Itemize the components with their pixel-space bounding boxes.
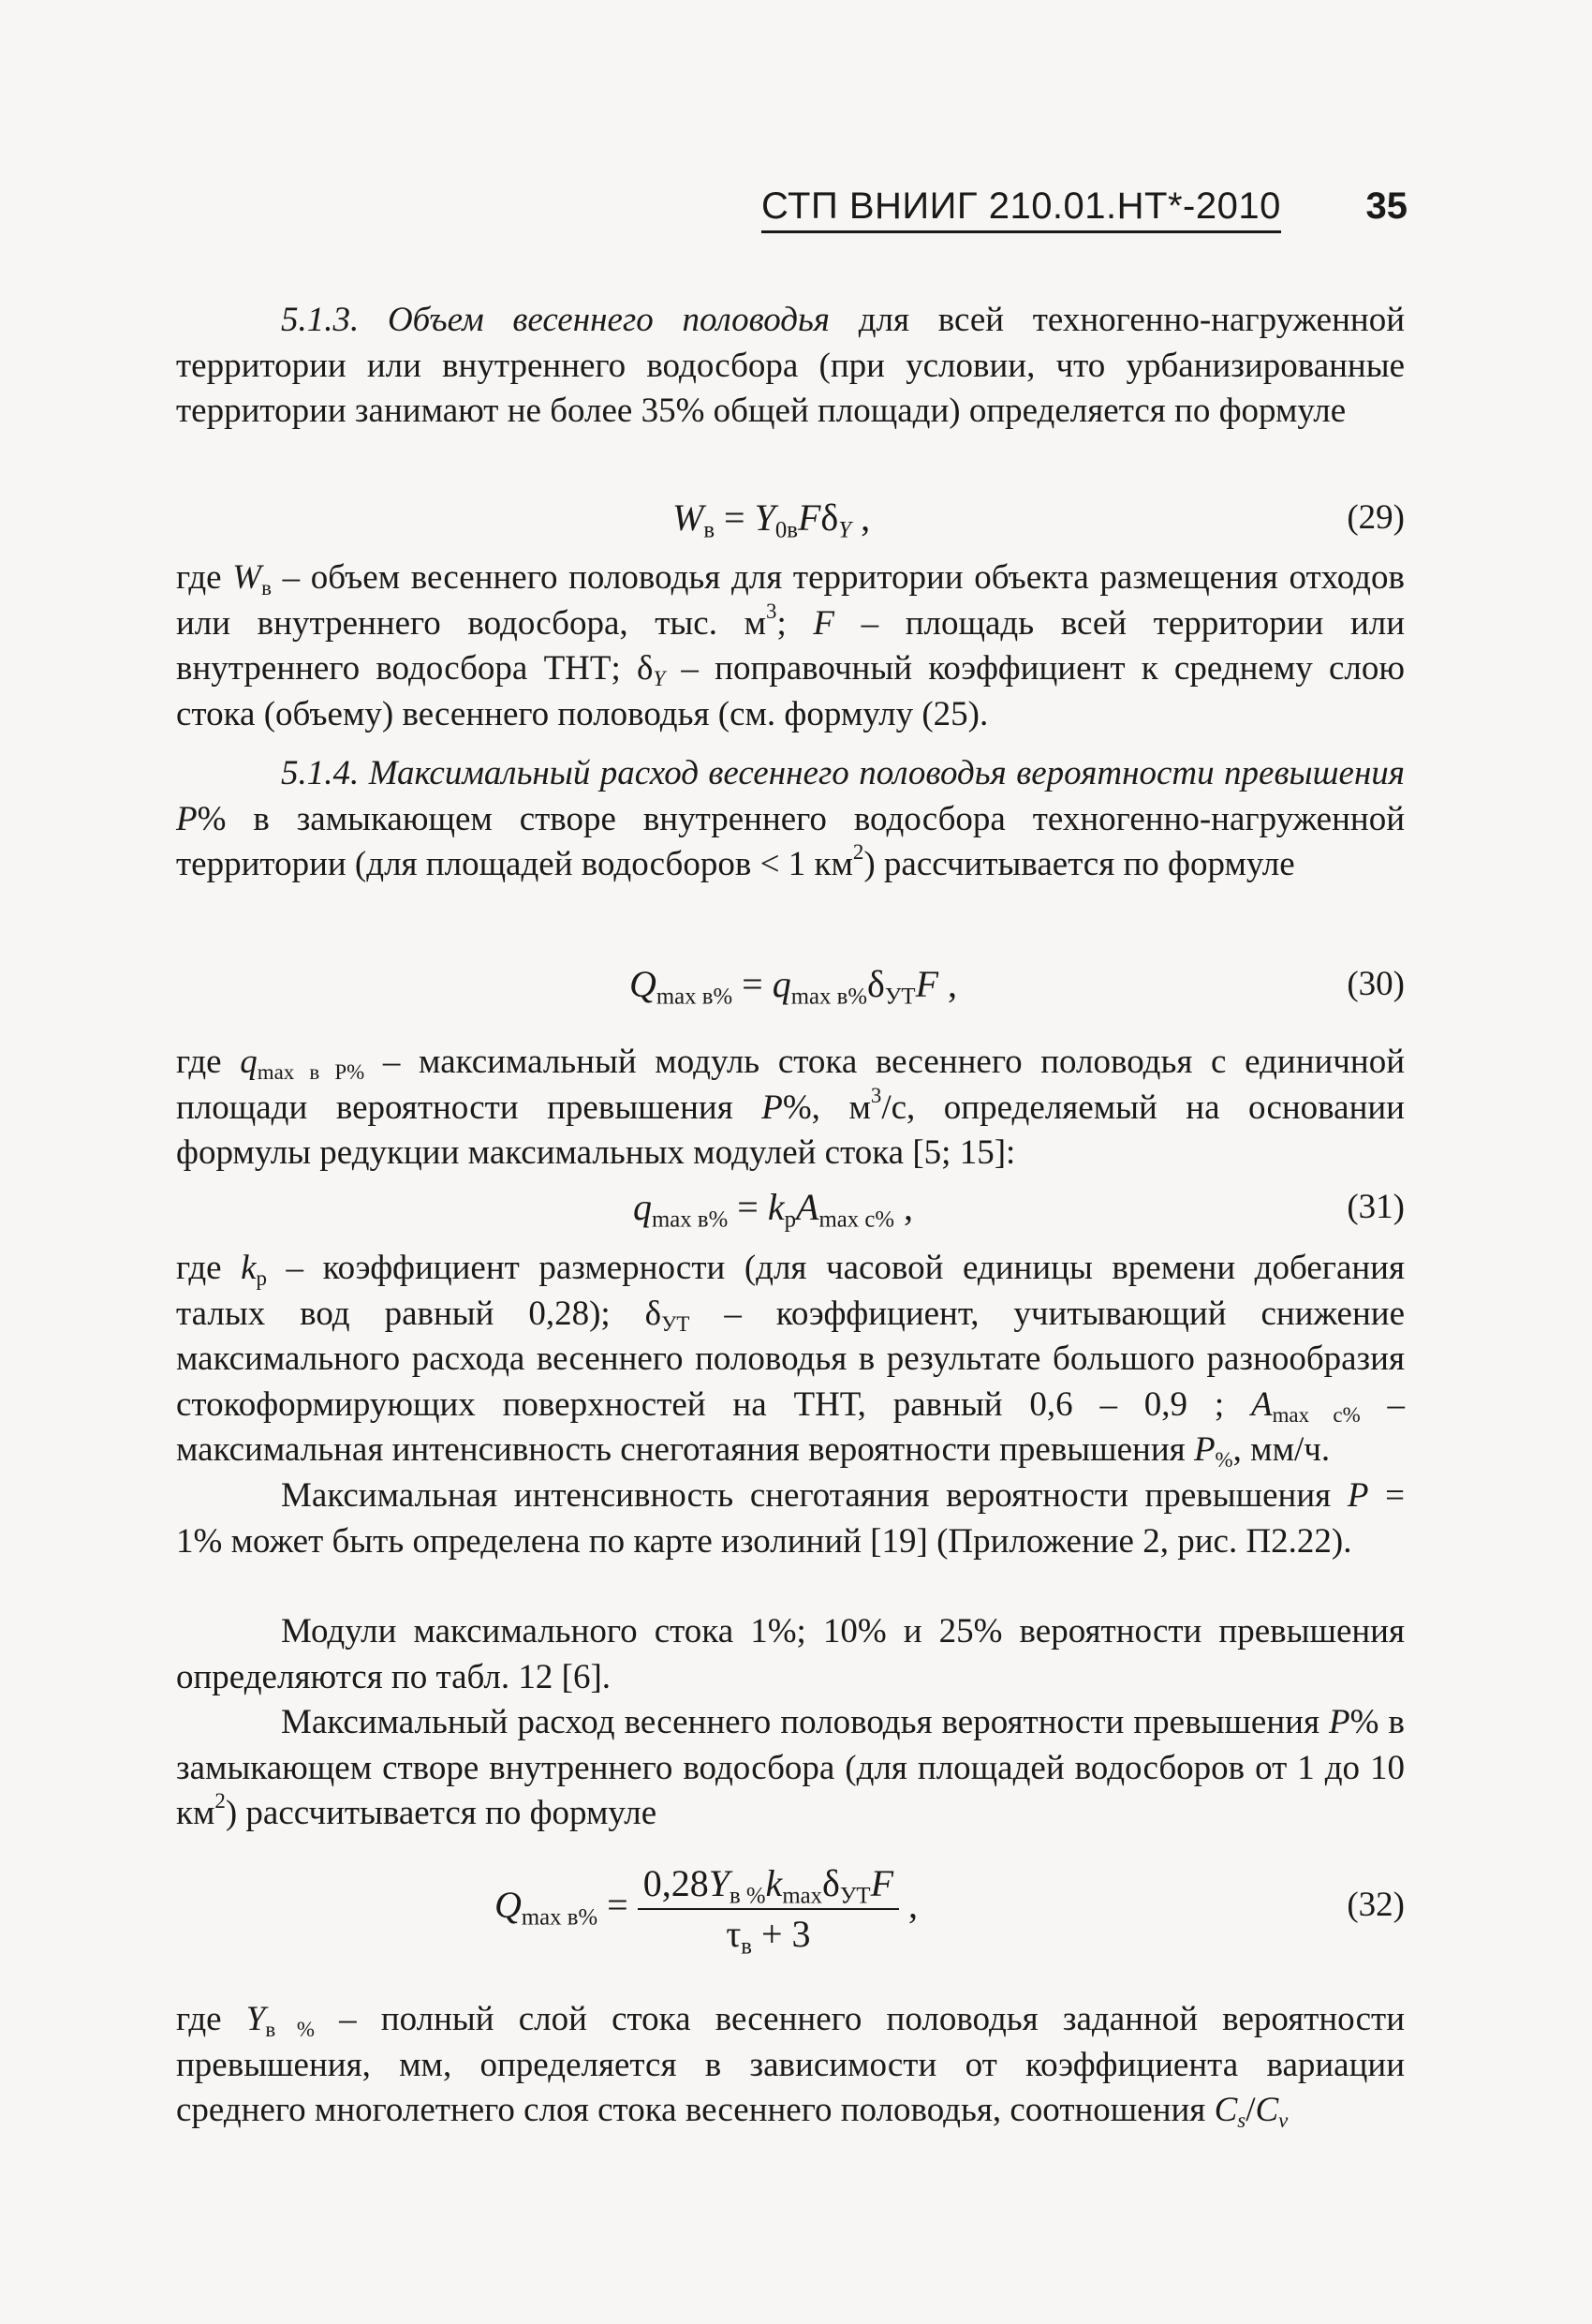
- formula-31: $q_{max в\%} = k_рA_{max с\%}$ ,: [633, 1186, 913, 1233]
- formula-32: $Q_{max в\%}$ = $\frac{0,28Y_{в \%}k_{max}\delta_{УТ}F}{\tau_в + 3}$ ,: [494, 1853, 918, 1958]
- paragraph-5-1-4: 5.1.4. Максимальный расход весеннего половодья вероятности превышения P% в замыкающем створе внутреннего водосбора техногенно-нагруженной территории (для площадей водосборов < 1 $км^2$) рассчитывается по формуле: [176, 754, 1405, 883]
- paragraph-intensity: Максимальная интенсивность снеготаяния вероятности превышения P = 1% может быть определена по карте изолиний [19] (Приложение 2, рис. П2.22).: [176, 1476, 1406, 1561]
- paragraph-5-1-3: [176, 298, 1405, 435]
- denominator: $\tau_в + 3$: [726, 1912, 811, 1960]
- section-number: 5.1.4.: [281, 754, 369, 792]
- paragraph-where-29: где $W_в$ – объем весеннего половодья для территории объекта размещения отходов или внутреннего водосбора, тыс. $м^3$; F – площадь всей территории или внутреннего водосбора ТНТ; $\delta_Y$ – поправочный коэффициент к среднему слою стока (объему) весеннего половодья (см. формулу (25).: [176, 558, 1406, 733]
- page-number: 35: [1365, 185, 1408, 227]
- section-number: 5.1.3.: [281, 301, 388, 339]
- equation-number-31: (31): [1347, 1188, 1405, 1226]
- equation-number-29: (29): [1347, 498, 1405, 537]
- paragraph-where-32: где $Y_{в \%}$ – полный слой стока весеннего половодья заданной вероятности превышения, мм, определяется в зависимости от коэффициента вариации среднего многолетнего слоя стока весеннего половодья, соотношения $C_s/C_v$: [176, 2000, 1406, 2132]
- paragraph-moduli: Модули максимального стока 1%; 10% и 25% вероятности превышения определяются по табл. 12 [6].: [176, 1612, 1405, 1696]
- fraction: [638, 1859, 899, 1959]
- paragraph-where-31: где $k_р$ – коэффициент размерности (для часовой единицы времени добегания талых вод равный 0,28); $\delta_{УТ}$ – коэффициент, учитывающий снижение максимального расхода весеннего половодья в результате большого разнообразия стокоформирующих поверхностей на ТНТ, равный 0,6 – 0,9 ; $A_{max с\%}$ – максимальная интенсивность снеготаяния вероятности превышения $P_{\%}$, мм/ч.: [176, 1249, 1406, 1472]
- page-header: [761, 184, 1408, 240]
- formula-29: $W_в = Y_{0в}F\delta_Y$ ,: [672, 496, 871, 543]
- paragraph-max-discharge: Максимальный расход весеннего половодья вероятности превышения P% в замыкающем створе внутреннего водосбора (для площадей водосборов от 1 до 10 $км^2$) рассчитывается по формуле: [176, 1703, 1405, 1832]
- section-title: Объем весеннего половодья: [387, 301, 830, 339]
- paragraph-where-30: где $q_{max в P\%}$ – максимальный модуль стока весеннего половодья с единичной площади вероятности превышения P%, $м^3/с$, определяемый на основании формулы редукции максимальных модулей стока [5; 15]:: [176, 1043, 1406, 1172]
- document-code: СТП ВНИИГ 210.01.НТ*-2010: [761, 184, 1281, 233]
- numerator: $0,28Y_{в \%}k_{max}\delta_{УТ}F$: [638, 1859, 899, 1910]
- equation-number-30: (30): [1347, 965, 1405, 1003]
- section-title: Максимальный расход весеннего половодья вероятности превышения: [368, 754, 1405, 792]
- formula-30: $Q_{max в\%} = q_{max в\%}\delta_{УТ}F$ ,: [629, 963, 957, 1010]
- paragraph-text: для всей техногенно-нагруженной территории или внутреннего водосбора (при условии, что урбанизированные территории занимают не более 35% общей площади) определяется по формуле: [176, 301, 1406, 430]
- equation-number-32: (32): [1347, 1886, 1405, 1924]
